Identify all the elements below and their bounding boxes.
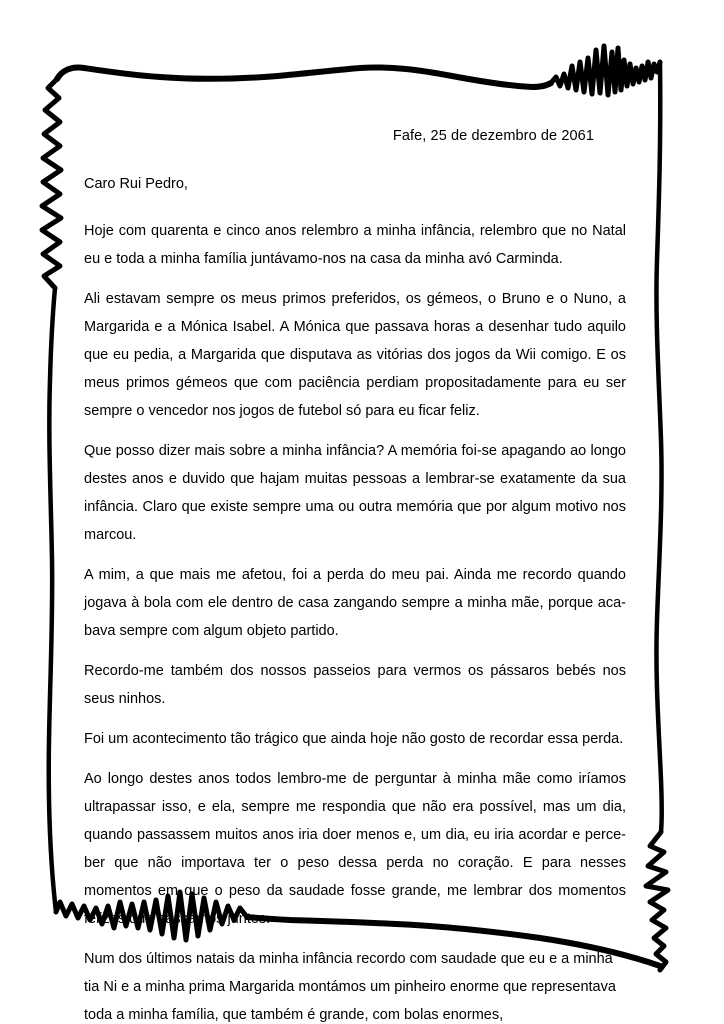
border-left-edge-lower <box>49 288 56 912</box>
letter-paragraph-3: Que posso dizer mais sobre a minha infância? A memória foi-se apagando ao longo destes anos e duvido que hajam muitas pessoas a lembrar-se exatamente da sua infância. Claro que existe sempre uma ou outra memória que por algum motivo nos marcou. <box>84 443 626 543</box>
letter-paragraph-5: Recordo-me também dos nossos passeios para vermos os pássaros bebés nos seus ninhos. <box>84 663 626 707</box>
letter-paragraph-1: Hoje com quarenta e cinco anos relembro a minha infância, relembro que no Natal eu e toda a minha família juntávamo-nos na casa da minha avó Carminda. <box>84 223 626 267</box>
border-right-edge <box>656 62 661 832</box>
letter-paragraph-7: Ao longo destes anos todos lembro-me de perguntar à minha mãe como iríamos ultrapassar isso, e ela, sempre me respondia que não era possível, mas um dia, quando passassem muitos anos iria doer menos e, um dia, eu iria acordar e perce-ber que não importava ter o peso dessa perda no coração. E para nesses momentos em que o peso da saudade fosse grande, me lembrar dos momentos felizes que passamos juntos. <box>84 771 626 927</box>
letter-content <box>84 128 626 1024</box>
border-left-edge-upper-zigzag <box>42 79 61 288</box>
letter-paragraph-2: Ali estavam sempre os meus primos preferidos, os gémeos, o Bruno e o Nuno, a Margarida e a Mónica Isabel. A Mónica que passava horas a desenhar tudo aquilo que eu pedia, a Margarida que disputava as vitórias dos jogos da Wii comigo. E os meus primos gémeos que com paciência perdiam propositadamente para eu ser sempre o vencedor nos jogos de futebol só para eu ficar feliz. <box>84 291 626 419</box>
date-line: Fafe, 25 de dezembro de 2061 <box>392 128 594 144</box>
border-top-edge <box>57 67 551 87</box>
letter-paragraph-4: A mim, a que mais me afetou, foi a perda do meu pai. Ainda me recordo quando jogava à bola com ele dentro de casa zangando sempre a minha mãe, porque aca-bava sempre com algum objeto partido. <box>84 567 626 639</box>
border-top-right-scribble <box>551 46 660 95</box>
letter-paragraph-8: Num dos últimos natais da minha infância recordo com saudade que eu e a minha tia Ni e a minha prima Margarida montámos um pinheiro enorme que representava toda a minha família, que também é grande, com bolas enormes, <box>84 951 616 1023</box>
border-bottom-right-scribble <box>646 832 668 970</box>
salutation: Caro Rui Pedro, <box>84 176 188 192</box>
letter-paragraph-6: Foi um acontecimento tão trágico que ainda hoje não gosto de recordar essa perda. <box>84 731 624 747</box>
